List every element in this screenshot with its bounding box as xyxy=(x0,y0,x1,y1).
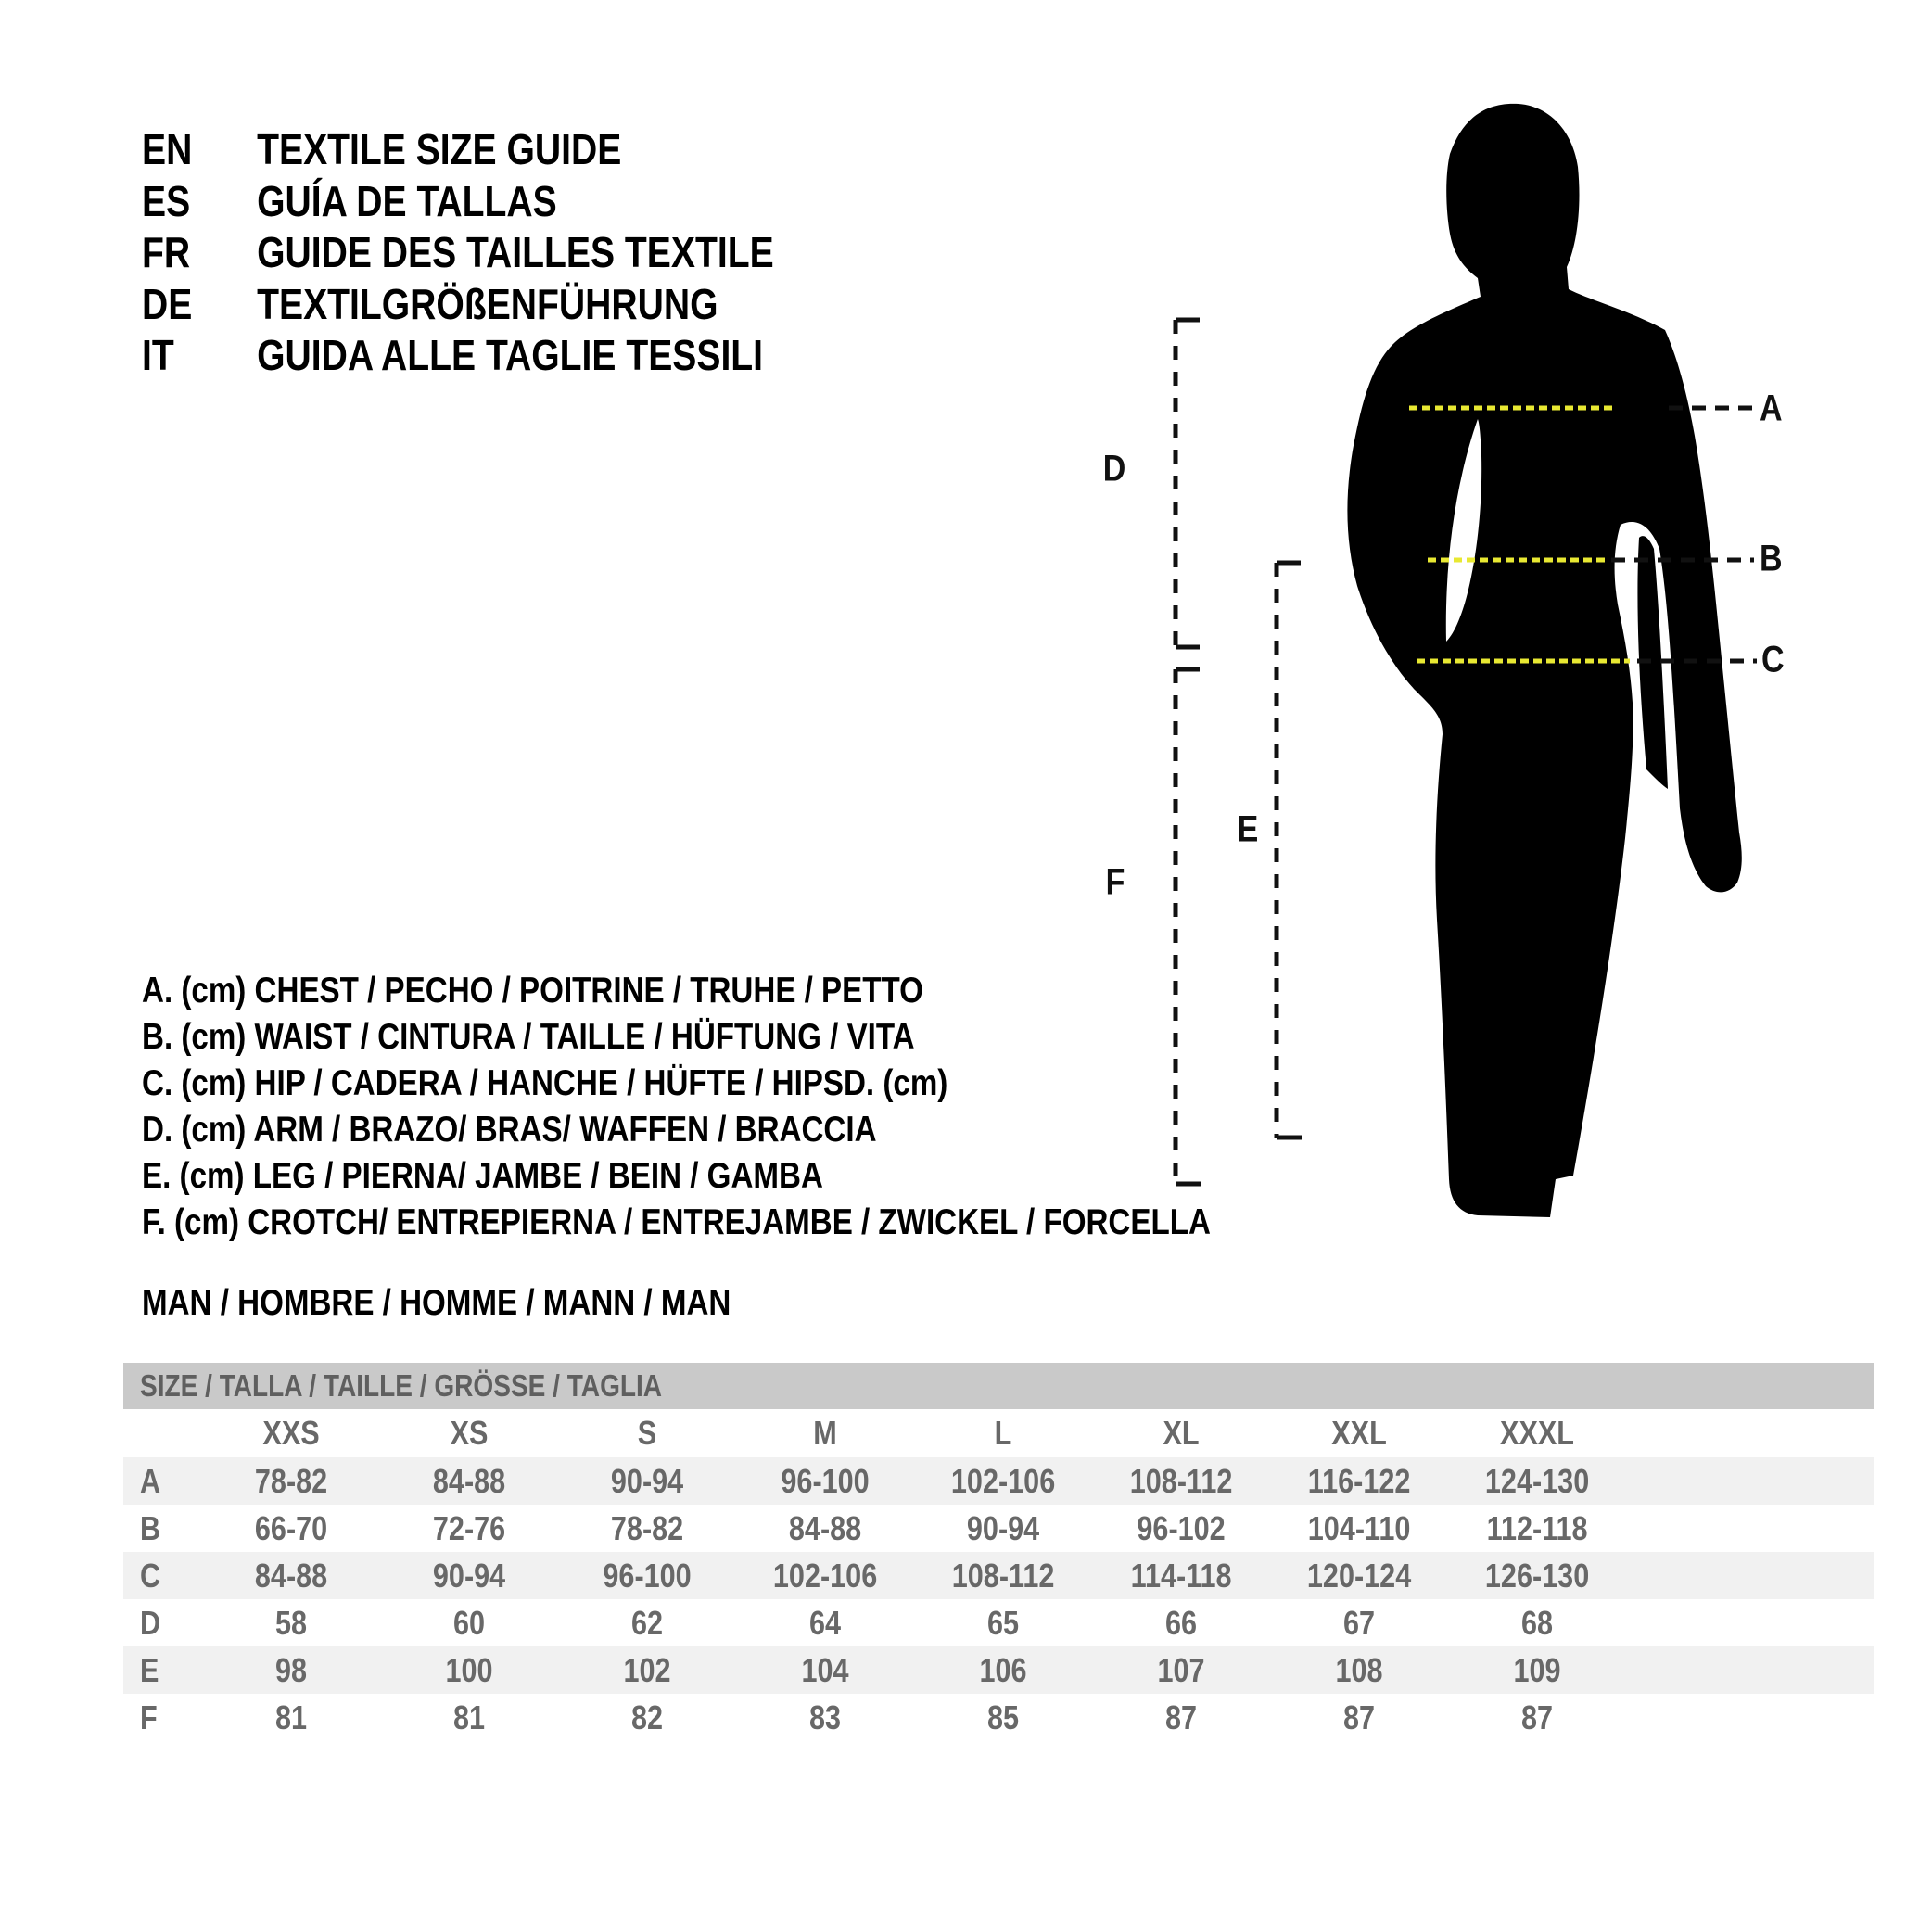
diagram-label-arm: D xyxy=(1102,448,1126,489)
table-cell: 62 xyxy=(630,1604,664,1642)
category-line-text: MAN / HOMBRE / HOMME / MANN / MAN xyxy=(142,1283,731,1323)
title-row-en xyxy=(142,124,774,176)
title-row-it xyxy=(142,330,774,382)
size-table-header-text: SIZE / TALLA / TAILLE / GRÖSSE / TAGLIA xyxy=(140,1368,663,1403)
size-table-column-header-row xyxy=(123,1409,1874,1457)
table-cell: 124-130 xyxy=(1484,1462,1590,1500)
table-cell: 81 xyxy=(452,1698,486,1736)
table-cell: 60 xyxy=(452,1604,486,1642)
table-cell: 102 xyxy=(623,1651,671,1689)
category-line xyxy=(142,1283,834,1324)
column-header: XXXL xyxy=(1500,1414,1574,1452)
table-cell: 112-118 xyxy=(1486,1509,1588,1547)
row-label: C xyxy=(140,1557,161,1595)
column-header: L xyxy=(994,1414,1012,1452)
diagram-label-leg: E xyxy=(1237,808,1259,850)
table-cell: 84-88 xyxy=(254,1557,328,1595)
table-cell: 81 xyxy=(274,1698,308,1736)
language-code: EN xyxy=(142,125,193,173)
language-code: ES xyxy=(142,176,191,225)
row-label: F xyxy=(140,1698,158,1736)
row-label: A xyxy=(140,1462,161,1500)
guide-title: GUIDE DES TAILLES TEXTILE xyxy=(257,228,774,276)
table-row-waist xyxy=(123,1505,1874,1552)
table-cell: 67 xyxy=(1342,1604,1376,1642)
column-header: XS xyxy=(450,1414,489,1452)
table-cell: 102-106 xyxy=(950,1462,1056,1500)
corner-cell xyxy=(123,1409,202,1457)
table-cell: 96-100 xyxy=(781,1462,870,1500)
table-cell: 116-122 xyxy=(1307,1462,1411,1500)
table-cell: 83 xyxy=(808,1698,842,1736)
man-silhouette-icon xyxy=(1347,104,1741,1217)
guide-title: GUIDA ALLE TAGLIE TESSILI xyxy=(257,331,764,379)
legend-line-chest: A. (cm) CHEST / PECHO / POITRINE / TRUHE / PETTO xyxy=(142,971,923,1010)
measurement-legend xyxy=(142,968,1399,1246)
language-code: IT xyxy=(142,331,174,379)
legend-line-crotch: F. (cm) CROTCH/ ENTREPIERNA / ENTREJAMBE / ZWICKEL / FORCELLA xyxy=(142,1202,1211,1242)
title-row-fr xyxy=(142,227,774,279)
guide-title: TEXTILGRÖßENFÜHRUNG xyxy=(257,279,718,328)
row-label: B xyxy=(140,1509,161,1547)
table-cell: 66 xyxy=(1164,1604,1198,1642)
column-header: XXS xyxy=(262,1414,320,1452)
size-table-header-bar xyxy=(123,1363,1874,1409)
table-cell: 104 xyxy=(801,1651,849,1689)
table-row-arm xyxy=(123,1599,1874,1646)
table-cell: 108-112 xyxy=(1129,1462,1233,1500)
legend-line-arm: D. (cm) ARM / BRAZO/ BRAS/ WAFFEN / BRACCIA xyxy=(142,1110,877,1150)
language-code: DE xyxy=(142,279,193,328)
table-cell: 87 xyxy=(1164,1698,1198,1736)
table-cell: 114-118 xyxy=(1130,1557,1232,1595)
row-label: D xyxy=(140,1604,161,1642)
table-cell: 108 xyxy=(1335,1651,1383,1689)
row-label: E xyxy=(140,1651,159,1689)
table-cell: 58 xyxy=(274,1604,308,1642)
table-row-crotch xyxy=(123,1694,1874,1741)
column-header: M xyxy=(813,1414,837,1452)
table-cell: 66-70 xyxy=(254,1509,328,1547)
size-table xyxy=(123,1363,1874,1741)
table-cell: 87 xyxy=(1520,1698,1554,1736)
diagram-label-waist: B xyxy=(1760,538,1783,579)
table-cell: 96-102 xyxy=(1137,1509,1226,1547)
legend-line-hip: C. (cm) HIP / CADERA / HANCHE / HÜFTE / HIPSD. (cm) xyxy=(142,1063,948,1103)
table-cell: 90-94 xyxy=(966,1509,1040,1547)
table-cell: 120-124 xyxy=(1306,1557,1412,1595)
column-header: S xyxy=(637,1414,657,1452)
column-header: XXL xyxy=(1331,1414,1387,1452)
table-row-chest xyxy=(123,1457,1874,1505)
title-block xyxy=(142,124,885,382)
table-cell: 109 xyxy=(1513,1651,1561,1689)
table-cell: 87 xyxy=(1342,1698,1376,1736)
table-cell: 84-88 xyxy=(788,1509,862,1547)
title-row-es xyxy=(142,176,774,228)
table-row-leg xyxy=(123,1646,1874,1694)
title-row-de xyxy=(142,279,774,331)
guide-title: TEXTILE SIZE GUIDE xyxy=(257,125,622,173)
legend-line-leg: E. (cm) LEG / PIERNA/ JAMBE / BEIN / GAMBA xyxy=(142,1156,823,1196)
table-cell: 104-110 xyxy=(1307,1509,1411,1547)
table-cell: 90-94 xyxy=(610,1462,684,1500)
legend-line-waist: B. (cm) WAIST / CINTURA / TAILLE / HÜFTUNG / VITA xyxy=(142,1017,915,1057)
table-cell: 98 xyxy=(274,1651,308,1689)
diagram-label-crotch: F xyxy=(1105,861,1125,903)
diagram-label-chest: A xyxy=(1760,388,1783,429)
table-cell: 82 xyxy=(630,1698,664,1736)
table-cell: 102-106 xyxy=(772,1557,878,1595)
diagram-label-hip: C xyxy=(1761,639,1785,680)
table-cell: 64 xyxy=(808,1604,842,1642)
table-cell: 90-94 xyxy=(432,1557,506,1595)
table-row-hip xyxy=(123,1552,1874,1599)
language-code: FR xyxy=(142,228,191,276)
table-cell: 108-112 xyxy=(951,1557,1055,1595)
table-cell: 84-88 xyxy=(432,1462,506,1500)
column-header: XL xyxy=(1163,1414,1200,1452)
table-cell: 68 xyxy=(1520,1604,1554,1642)
table-cell: 85 xyxy=(986,1698,1020,1736)
table-cell: 72-76 xyxy=(432,1509,506,1547)
table-cell: 96-100 xyxy=(603,1557,692,1595)
table-cell: 65 xyxy=(986,1604,1020,1642)
table-cell: 100 xyxy=(445,1651,493,1689)
table-cell: 126-130 xyxy=(1484,1557,1590,1595)
table-cell: 107 xyxy=(1157,1651,1205,1689)
guide-title: GUÍA DE TALLAS xyxy=(257,176,557,225)
table-cell: 106 xyxy=(979,1651,1027,1689)
table-cell: 78-82 xyxy=(610,1509,684,1547)
table-cell: 78-82 xyxy=(254,1462,328,1500)
